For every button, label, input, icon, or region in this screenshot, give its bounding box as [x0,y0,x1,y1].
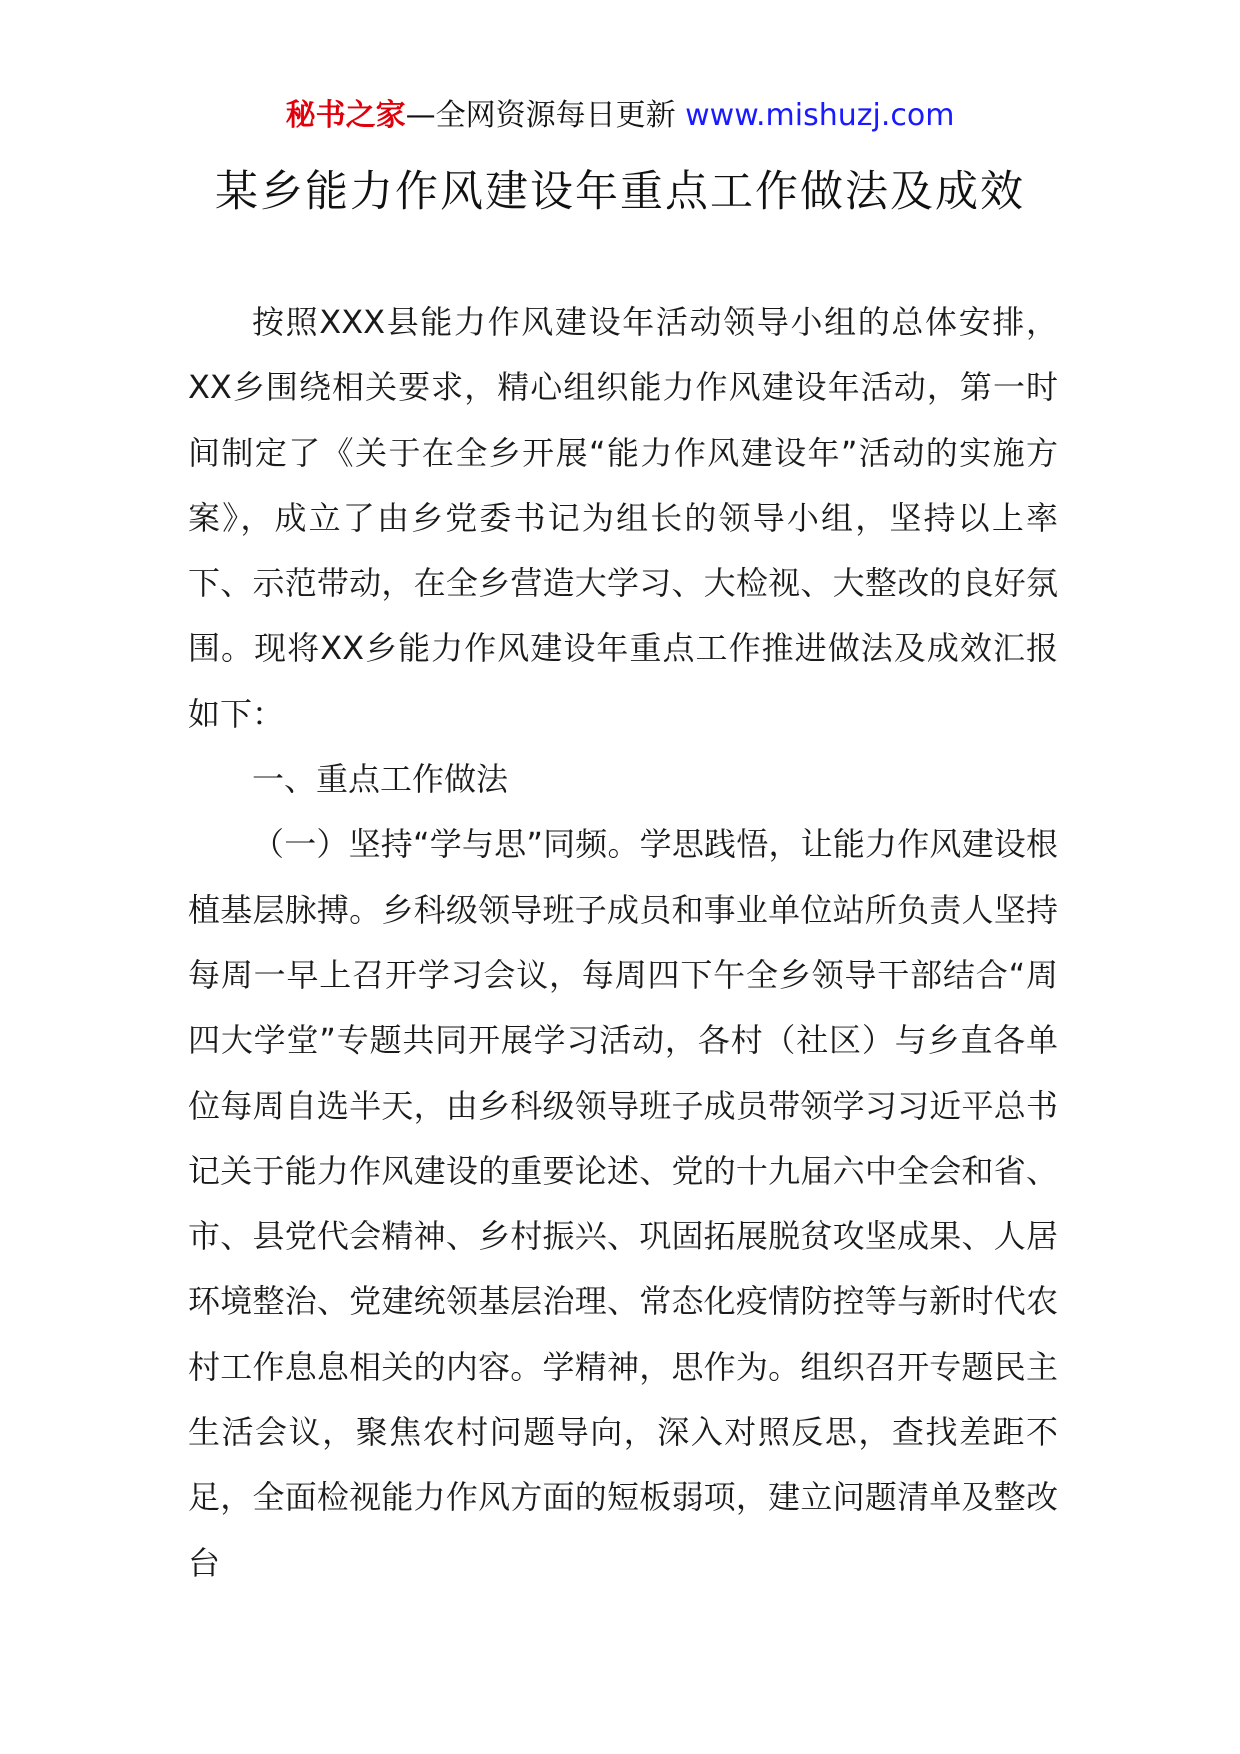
site-url-link[interactable]: www.mishuzj.com [685,98,955,133]
site-header [0,96,1240,136]
document-title: 某乡能力作风建设年重点工作做法及成效 [215,167,1025,217]
intro-paragraph: 按照XXX县能力作风建设年活动领导小组的总体安排，XX乡围绕相关要求，精心组织能力作风建设年活动，第一时间制定了《关于在全乡开展“能力作风建设年”活动的实施方案》，成立了由乡党委书记为组长的领导小组，坚持以上率下、示范带动，在全乡营造大学习、大检视、大整改的良好氛围。现将XX乡能力作风建设年重点工作推进做法及成效汇报如下： [188,303,1058,733]
document-body [188,290,1058,1596]
brand-name: 秘书之家 [285,98,406,133]
header-tagline: —全网资源每日更新 [405,98,676,133]
section-heading: 一、重点工作做法 [252,760,509,799]
body-paragraph: （一）坚持“学与思”同频。学思践悟，让能力作风建设根植基层脉搏。乡科级领导班子成员和事业单位站所负责人坚持每周一早上召开学习会议，每周四下午全乡领导干部结合“周四大学堂”专题共同开展学习活动，各村（社区）与乡直各单位每周自选半天，由乡科级领导班子成员带领学习习近平总书记关于能力作风建设的重要论述、党的十九届六中全会和省、市、县党代会精神、乡村振兴、巩固拓展脱贫攻坚成果、人居环境整治、党建统领基层治理、常态化疫情防控等与新时代农村工作息息相关的内容。学精神，思作为。组织召开专题民主生活会议，聚焦农村问题导向，深入对照反思，查找差距不足，全面检视能力作风方面的短板弱项，建立问题清单及整改台 [188,825,1058,1582]
